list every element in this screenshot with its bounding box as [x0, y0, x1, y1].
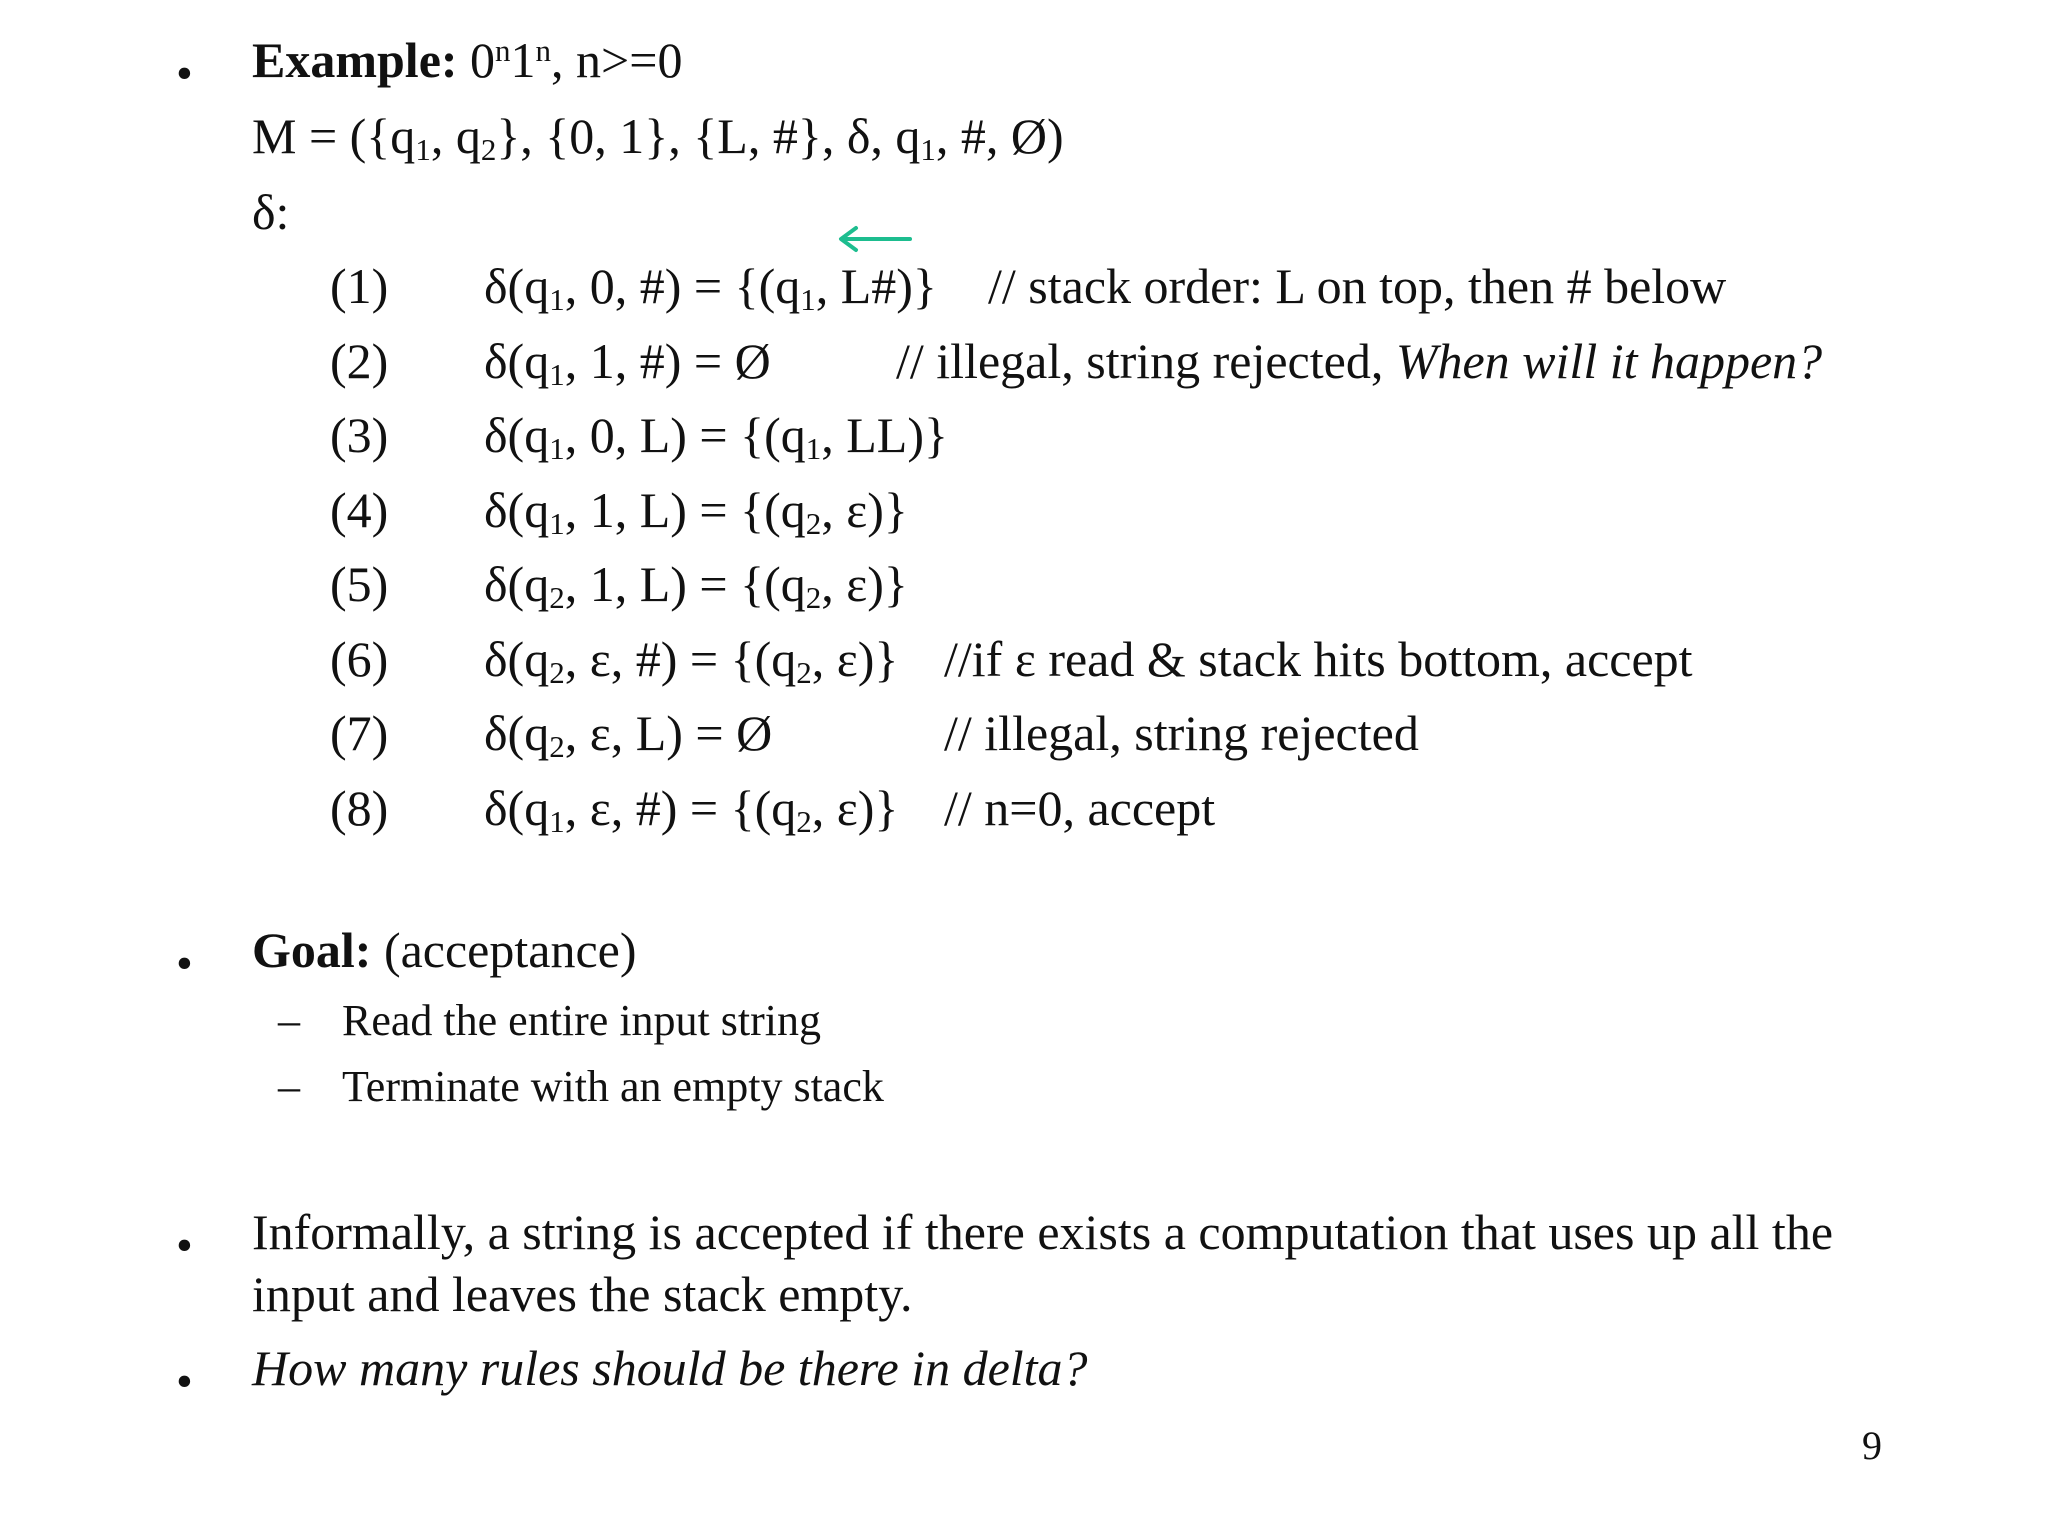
rule-comment: // illegal, string rejected, When will it happen?: [896, 333, 1823, 389]
rule-number: (1): [330, 258, 389, 314]
rule-formula: $\delta(q_1$, ε, #) = {($q_2$, ε)}: [484, 780, 899, 839]
left-arrow-icon: [836, 224, 914, 254]
rule-number: (6): [330, 631, 389, 687]
rule-number: (3): [330, 407, 389, 463]
rule-formula: $\delta(q_2$, 1, $L) = \{(q_2$, ε)}: [484, 556, 908, 615]
informal-line-1: Informally, a string is accepted if there exists a computation that uses up all the: [252, 1204, 1834, 1260]
question-text: How many rules should be there in delta?: [252, 1340, 1088, 1396]
rule-formula: $\delta(q_1$, 1, #) = Ø: [484, 333, 771, 392]
machine-definition: $M = (\{q_1$, $q_2$}, {0, 1}, {L, #}, δ, $q_1$, #, Ø): [252, 108, 1064, 167]
language-text: 0$^n$1$^n$, n>=0: [470, 32, 683, 88]
rule-formula: $\delta(q_1$, 0, $L) = \{(q_1$, LL)}: [484, 407, 948, 466]
goal-label: Goal:: [252, 922, 372, 978]
dash-marker: –: [278, 1062, 300, 1111]
rule-number: (5): [330, 556, 389, 612]
goal-item: Read the entire input string: [342, 996, 821, 1045]
rule-comment: // illegal, string rejected: [944, 705, 1419, 761]
delta-label: δ:: [252, 184, 290, 240]
bullet-marker: •: [176, 937, 193, 990]
rule-comment: //if ε read & stack hits bottom, accept: [944, 631, 1693, 687]
rule-formula: $\delta(q_1$, 0, #) = {($q_1$, L#)}: [484, 258, 937, 317]
rule-formula: $\delta(q_1$, 1, $L) = \{(q_2$, ε)}: [484, 482, 908, 541]
dash-marker: –: [278, 996, 300, 1045]
rule-formula: $\delta(q_2$, ε, L) = Ø: [484, 705, 773, 764]
goal-text: (acceptance): [371, 922, 637, 978]
rule-number: (2): [330, 333, 389, 389]
rule-formula: $\delta(q_2$, ε, #) = {($q_2$, ε)}: [484, 631, 899, 690]
example-line: [252, 32, 682, 90]
example-label: Example:: [252, 32, 458, 88]
page-number: 9: [1862, 1423, 1882, 1468]
rule-number: (7): [330, 705, 389, 761]
bullet-marker: •: [176, 47, 193, 100]
goal-line: [252, 922, 636, 980]
rule-number: (4): [330, 482, 389, 538]
rule-comment: // stack order: L on top, then # below: [988, 258, 1727, 314]
informal-line-2: input and leaves the stack empty.: [252, 1266, 913, 1322]
goal-item: Terminate with an empty stack: [342, 1062, 884, 1111]
rule-comment: // n=0, accept: [944, 780, 1216, 836]
rule-number: (8): [330, 780, 389, 836]
bullet-marker: •: [176, 1219, 193, 1272]
bullet-marker: •: [176, 1355, 193, 1408]
